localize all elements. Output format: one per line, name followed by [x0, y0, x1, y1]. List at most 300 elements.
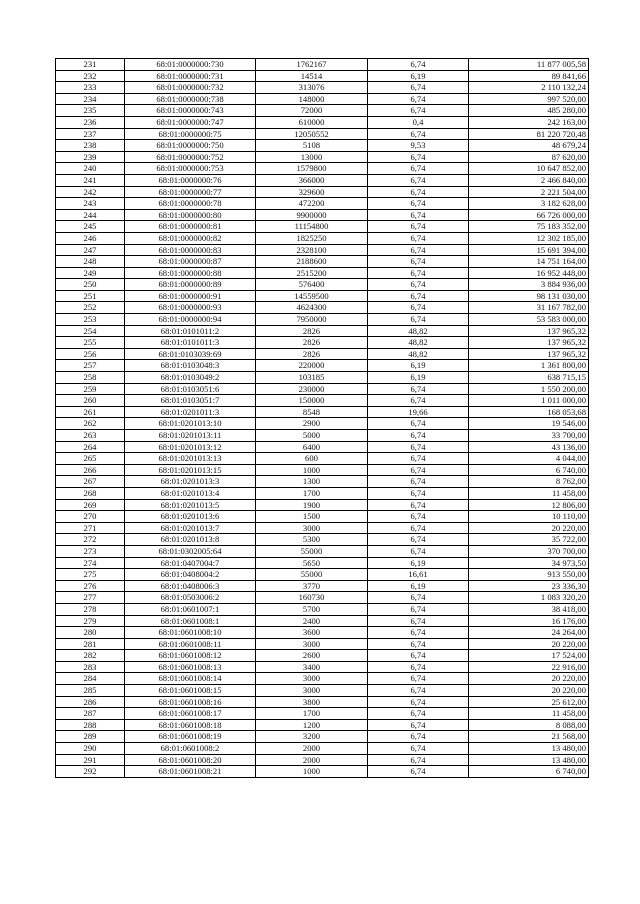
area-cell: 1200	[256, 719, 368, 731]
cadastral-value-cell: 137 965,32	[469, 348, 589, 360]
table-body	[56, 59, 589, 778]
area-cell: 14559500	[256, 290, 368, 302]
cadastral-number-cell: 68:01:0601008:20	[125, 754, 256, 766]
table-row	[56, 256, 589, 268]
area-cell: 5108	[256, 140, 368, 152]
rate-cell: 6,74	[368, 719, 469, 731]
area-cell: 5000	[256, 430, 368, 442]
cadastral-value-cell: 10 110,00	[469, 511, 589, 523]
area-cell: 610000	[256, 116, 368, 128]
cadastral-number-cell: 68:01:0601008:16	[125, 696, 256, 708]
rate-cell: 0,4	[368, 116, 469, 128]
rate-cell: 6,74	[368, 209, 469, 221]
area-cell: 160730	[256, 592, 368, 604]
area-cell: 8548	[256, 406, 368, 418]
table-row	[56, 70, 589, 82]
row-number-cell: 260	[56, 395, 125, 407]
cadastral-number-cell: 68:01:0000000:91	[125, 290, 256, 302]
area-cell: 2000	[256, 743, 368, 755]
table-row	[56, 140, 589, 152]
area-cell: 6400	[256, 441, 368, 453]
area-cell: 220000	[256, 360, 368, 372]
row-number-cell: 292	[56, 766, 125, 778]
rate-cell: 48,82	[368, 325, 469, 337]
row-number-cell: 274	[56, 557, 125, 569]
rate-cell: 6,74	[368, 650, 469, 662]
cadastral-number-cell: 68:01:0000000:93	[125, 302, 256, 314]
cadastral-number-cell: 68:01:0000000:82	[125, 232, 256, 244]
cadastral-number-cell: 68:01:0000000:750	[125, 140, 256, 152]
table-row	[56, 743, 589, 755]
rate-cell: 6,74	[368, 163, 469, 175]
row-number-cell: 269	[56, 499, 125, 511]
cadastral-number-cell: 68:01:0000000:89	[125, 279, 256, 291]
rate-cell: 19,66	[368, 406, 469, 418]
row-number-cell: 242	[56, 186, 125, 198]
cadastral-value-cell: 168 053,68	[469, 406, 589, 418]
row-number-cell: 231	[56, 59, 125, 71]
cadastral-number-cell: 68:01:0103051:6	[125, 383, 256, 395]
table-row	[56, 592, 589, 604]
rate-cell: 6,74	[368, 453, 469, 465]
row-number-cell: 290	[56, 743, 125, 755]
table-row	[56, 685, 589, 697]
cadastral-value-cell: 370 700,00	[469, 545, 589, 557]
area-cell: 1000	[256, 464, 368, 476]
cadastral-value-cell: 53 583 000,00	[469, 314, 589, 326]
table-row	[56, 279, 589, 291]
rate-cell: 6,74	[368, 696, 469, 708]
cadastral-value-cell: 31 167 782,00	[469, 302, 589, 314]
rate-cell: 6,74	[368, 522, 469, 534]
rate-cell: 6,74	[368, 395, 469, 407]
row-number-cell: 258	[56, 372, 125, 384]
rate-cell: 6,74	[368, 314, 469, 326]
table-row	[56, 93, 589, 105]
cadastral-value-cell: 12 302 185,00	[469, 232, 589, 244]
table-row	[56, 267, 589, 279]
table-row	[56, 186, 589, 198]
row-number-cell: 280	[56, 627, 125, 639]
area-cell: 3000	[256, 638, 368, 650]
cadastral-number-cell: 68:01:0000000:730	[125, 59, 256, 71]
cadastral-number-cell: 68:01:0000000:753	[125, 163, 256, 175]
table-row	[56, 673, 589, 685]
area-cell: 148000	[256, 93, 368, 105]
area-cell: 14514	[256, 70, 368, 82]
table-row	[56, 766, 589, 778]
cadastral-number-cell: 68:01:0601008:10	[125, 627, 256, 639]
table-row	[56, 719, 589, 731]
rate-cell: 6,74	[368, 754, 469, 766]
area-cell: 1579800	[256, 163, 368, 175]
rate-cell: 6,74	[368, 487, 469, 499]
row-number-cell: 281	[56, 638, 125, 650]
cadastral-number-cell: 68:01:0000000:77	[125, 186, 256, 198]
cadastral-value-cell: 3 182 628,00	[469, 198, 589, 210]
cadastral-value-cell: 38 418,00	[469, 603, 589, 615]
area-cell: 72000	[256, 105, 368, 117]
cadastral-number-cell: 68:01:0201013:3	[125, 476, 256, 488]
rate-cell: 48,82	[368, 348, 469, 360]
row-number-cell: 277	[56, 592, 125, 604]
rate-cell: 6,74	[368, 198, 469, 210]
row-number-cell: 245	[56, 221, 125, 233]
row-number-cell: 263	[56, 430, 125, 442]
cadastral-value-cell: 33 700,00	[469, 430, 589, 442]
table-row	[56, 638, 589, 650]
table-row	[56, 464, 589, 476]
cadastral-number-cell: 68:01:0201013:6	[125, 511, 256, 523]
rate-cell: 6,74	[368, 673, 469, 685]
cadastral-value-cell: 11 458,00	[469, 708, 589, 720]
rate-cell: 6,74	[368, 615, 469, 627]
row-number-cell: 233	[56, 82, 125, 94]
area-cell: 1900	[256, 499, 368, 511]
rate-cell: 6,74	[368, 731, 469, 743]
cadastral-number-cell: 68:01:0000000:752	[125, 151, 256, 163]
row-number-cell: 287	[56, 708, 125, 720]
area-cell: 3000	[256, 522, 368, 534]
cadastral-value-cell: 8 762,00	[469, 476, 589, 488]
row-number-cell: 236	[56, 116, 125, 128]
cadastral-number-cell: 68:01:0302005:64	[125, 545, 256, 557]
cadastral-value-cell: 1 550 200,00	[469, 383, 589, 395]
row-number-cell: 239	[56, 151, 125, 163]
table-row	[56, 731, 589, 743]
cadastral-number-cell: 68:01:0601008:2	[125, 743, 256, 755]
cadastral-number-cell: 68:01:0601008:11	[125, 638, 256, 650]
row-number-cell: 244	[56, 209, 125, 221]
rate-cell: 6,74	[368, 256, 469, 268]
area-cell: 600	[256, 453, 368, 465]
row-number-cell: 252	[56, 302, 125, 314]
cadastral-number-cell: 68:01:0601007:1	[125, 603, 256, 615]
rate-cell: 6,74	[368, 661, 469, 673]
row-number-cell: 289	[56, 731, 125, 743]
cadastral-value-cell: 75 183 352,00	[469, 221, 589, 233]
area-cell: 3400	[256, 661, 368, 673]
table-row	[56, 615, 589, 627]
row-number-cell: 291	[56, 754, 125, 766]
cadastral-number-cell: 68:01:0103051:7	[125, 395, 256, 407]
table-row	[56, 198, 589, 210]
cadastral-value-cell: 43 136,00	[469, 441, 589, 453]
rate-cell: 6,74	[368, 82, 469, 94]
table-row	[56, 661, 589, 673]
table-row	[56, 302, 589, 314]
rate-cell: 6,74	[368, 592, 469, 604]
table-row	[56, 476, 589, 488]
cadastral-number-cell: 68:01:0408006:3	[125, 580, 256, 592]
row-number-cell: 270	[56, 511, 125, 523]
area-cell: 9900000	[256, 209, 368, 221]
rate-cell: 6,74	[368, 743, 469, 755]
cadastral-value-cell: 913 550,00	[469, 569, 589, 581]
rate-cell: 6,74	[368, 244, 469, 256]
row-number-cell: 283	[56, 661, 125, 673]
rate-cell: 6,74	[368, 708, 469, 720]
cadastral-value-cell: 25 612,00	[469, 696, 589, 708]
table-row	[56, 499, 589, 511]
area-cell: 2600	[256, 650, 368, 662]
row-number-cell: 237	[56, 128, 125, 140]
row-number-cell: 253	[56, 314, 125, 326]
cadastral-number-cell: 68:01:0000000:732	[125, 82, 256, 94]
cadastral-value-cell: 2 466 840,00	[469, 174, 589, 186]
rate-cell: 9,53	[368, 140, 469, 152]
row-number-cell: 264	[56, 441, 125, 453]
cadastral-value-cell: 1 361 800,00	[469, 360, 589, 372]
area-cell: 2328100	[256, 244, 368, 256]
cadastral-number-cell: 68:01:0601008:12	[125, 650, 256, 662]
area-cell: 3200	[256, 731, 368, 743]
row-number-cell: 271	[56, 522, 125, 534]
area-cell: 2188600	[256, 256, 368, 268]
table-row	[56, 105, 589, 117]
cadastral-number-cell: 68:01:0103039:69	[125, 348, 256, 360]
area-cell: 2826	[256, 337, 368, 349]
rate-cell: 6,74	[368, 93, 469, 105]
area-cell: 230000	[256, 383, 368, 395]
cadastral-number-cell: 68:01:0000000:75	[125, 128, 256, 140]
area-cell: 2826	[256, 348, 368, 360]
table-row	[56, 418, 589, 430]
row-number-cell: 267	[56, 476, 125, 488]
cadastral-value-cell: 6 740,00	[469, 766, 589, 778]
cadastral-value-cell: 15 691 394,00	[469, 244, 589, 256]
rate-cell: 6,74	[368, 221, 469, 233]
row-number-cell: 234	[56, 93, 125, 105]
cadastral-number-cell: 68:01:0000000:747	[125, 116, 256, 128]
cadastral-number-cell: 68:01:0601008:15	[125, 685, 256, 697]
table-row	[56, 82, 589, 94]
cadastral-value-cell: 2 110 132,24	[469, 82, 589, 94]
row-number-cell: 262	[56, 418, 125, 430]
row-number-cell: 261	[56, 406, 125, 418]
rate-cell: 6,19	[368, 360, 469, 372]
cadastral-value-cell: 137 965,32	[469, 337, 589, 349]
rate-cell: 48,82	[368, 337, 469, 349]
cadastral-value-cell: 11 877 005,58	[469, 59, 589, 71]
rate-cell: 6,74	[368, 441, 469, 453]
cadastral-value-cell: 81 220 720,48	[469, 128, 589, 140]
area-cell: 3000	[256, 673, 368, 685]
row-number-cell: 276	[56, 580, 125, 592]
table-row	[56, 221, 589, 233]
row-number-cell: 241	[56, 174, 125, 186]
cadastral-value-cell: 21 568,00	[469, 731, 589, 743]
table-row	[56, 522, 589, 534]
table-row	[56, 244, 589, 256]
table-row	[56, 580, 589, 592]
table-row	[56, 627, 589, 639]
cadastral-number-cell: 68:01:0201013:13	[125, 453, 256, 465]
table-row	[56, 116, 589, 128]
area-cell: 472200	[256, 198, 368, 210]
row-number-cell: 246	[56, 232, 125, 244]
rate-cell: 6,74	[368, 685, 469, 697]
area-cell: 5700	[256, 603, 368, 615]
area-cell: 5650	[256, 557, 368, 569]
area-cell: 3000	[256, 685, 368, 697]
cadastral-value-cell: 242 163,00	[469, 116, 589, 128]
table-row	[56, 348, 589, 360]
rate-cell: 6,74	[368, 302, 469, 314]
cadastral-value-cell: 24 264,00	[469, 627, 589, 639]
area-cell: 13000	[256, 151, 368, 163]
area-cell: 2400	[256, 615, 368, 627]
cadastral-number-cell: 68:01:0601008:1	[125, 615, 256, 627]
table-row	[56, 406, 589, 418]
area-cell: 103185	[256, 372, 368, 384]
rate-cell: 6,74	[368, 638, 469, 650]
rate-cell: 6,74	[368, 534, 469, 546]
cadastral-value-cell: 35 722,00	[469, 534, 589, 546]
cadastral-number-cell: 68:01:0601008:17	[125, 708, 256, 720]
cadastral-value-cell: 66 726 000,00	[469, 209, 589, 221]
cadastral-value-cell: 16 176,00	[469, 615, 589, 627]
rate-cell: 6,19	[368, 372, 469, 384]
cadastral-number-cell: 68:01:0000000:78	[125, 198, 256, 210]
rate-cell: 6,19	[368, 557, 469, 569]
cadastral-value-table	[55, 58, 589, 778]
area-cell: 3770	[256, 580, 368, 592]
rate-cell: 6,74	[368, 59, 469, 71]
table-row	[56, 534, 589, 546]
area-cell: 5300	[256, 534, 368, 546]
cadastral-number-cell: 68:01:0000000:87	[125, 256, 256, 268]
row-number-cell: 238	[56, 140, 125, 152]
rate-cell: 6,74	[368, 511, 469, 523]
table-row	[56, 708, 589, 720]
area-cell: 1500	[256, 511, 368, 523]
cadastral-number-cell: 68:01:0201013:15	[125, 464, 256, 476]
cadastral-value-cell: 17 524,00	[469, 650, 589, 662]
row-number-cell: 250	[56, 279, 125, 291]
area-cell: 150000	[256, 395, 368, 407]
table-row	[56, 545, 589, 557]
row-number-cell: 255	[56, 337, 125, 349]
cadastral-number-cell: 68:01:0000000:94	[125, 314, 256, 326]
cadastral-value-cell: 1 011 000,00	[469, 395, 589, 407]
cadastral-number-cell: 68:01:0201013:11	[125, 430, 256, 442]
rate-cell: 6,74	[368, 499, 469, 511]
table-row	[56, 174, 589, 186]
table-row	[56, 511, 589, 523]
cadastral-value-cell: 485 280,00	[469, 105, 589, 117]
table-row	[56, 395, 589, 407]
row-number-cell: 286	[56, 696, 125, 708]
rate-cell: 6,74	[368, 383, 469, 395]
row-number-cell: 279	[56, 615, 125, 627]
table-row	[56, 453, 589, 465]
rate-cell: 6,74	[368, 418, 469, 430]
table-row	[56, 430, 589, 442]
rate-cell: 6,74	[368, 174, 469, 186]
cadastral-value-cell: 12 806,00	[469, 499, 589, 511]
table-row	[56, 163, 589, 175]
cadastral-number-cell: 68:01:0201013:4	[125, 487, 256, 499]
cadastral-number-cell: 68:01:0000000:88	[125, 267, 256, 279]
area-cell: 2900	[256, 418, 368, 430]
row-number-cell: 265	[56, 453, 125, 465]
area-cell: 1825250	[256, 232, 368, 244]
area-cell: 4624300	[256, 302, 368, 314]
cadastral-number-cell: 68:01:0201013:5	[125, 499, 256, 511]
table-row	[56, 650, 589, 662]
row-number-cell: 284	[56, 673, 125, 685]
row-number-cell: 251	[56, 290, 125, 302]
cadastral-value-cell: 20 220,00	[469, 673, 589, 685]
rate-cell: 6,19	[368, 580, 469, 592]
area-cell: 2000	[256, 754, 368, 766]
rate-cell: 6,74	[368, 430, 469, 442]
cadastral-number-cell: 68:01:0407004:7	[125, 557, 256, 569]
table-row	[56, 232, 589, 244]
cadastral-value-cell: 20 220,00	[469, 638, 589, 650]
cadastral-value-cell: 137 965,32	[469, 325, 589, 337]
cadastral-value-cell: 997 520,00	[469, 93, 589, 105]
cadastral-number-cell: 68:01:0601008:19	[125, 731, 256, 743]
table-row	[56, 151, 589, 163]
cadastral-value-cell: 34 973,50	[469, 557, 589, 569]
rate-cell: 6,74	[368, 476, 469, 488]
row-number-cell: 275	[56, 569, 125, 581]
row-number-cell: 278	[56, 603, 125, 615]
cadastral-number-cell: 68:01:0201013:12	[125, 441, 256, 453]
table-row	[56, 441, 589, 453]
area-cell: 2826	[256, 325, 368, 337]
cadastral-number-cell: 68:01:0601008:21	[125, 766, 256, 778]
rate-cell: 6,74	[368, 464, 469, 476]
cadastral-value-cell: 48 679,24	[469, 140, 589, 152]
cadastral-value-cell: 16 952 448,00	[469, 267, 589, 279]
cadastral-value-cell: 2 221 504,00	[469, 186, 589, 198]
cadastral-value-cell: 4 044,00	[469, 453, 589, 465]
cadastral-value-cell: 638 715,15	[469, 372, 589, 384]
cadastral-number-cell: 68:01:0000000:80	[125, 209, 256, 221]
cadastral-number-cell: 68:01:0503006:2	[125, 592, 256, 604]
row-number-cell: 259	[56, 383, 125, 395]
cadastral-number-cell: 68:01:0000000:76	[125, 174, 256, 186]
rate-cell: 6,74	[368, 105, 469, 117]
area-cell: 55000	[256, 569, 368, 581]
cadastral-number-cell: 68:01:0000000:738	[125, 93, 256, 105]
cadastral-number-cell: 68:01:0601008:14	[125, 673, 256, 685]
cadastral-number-cell: 68:01:0000000:743	[125, 105, 256, 117]
table-row	[56, 59, 589, 71]
cadastral-value-cell: 13 480,00	[469, 754, 589, 766]
table-row	[56, 603, 589, 615]
cadastral-number-cell: 68:01:0201013:7	[125, 522, 256, 534]
area-cell: 55000	[256, 545, 368, 557]
rate-cell: 6,74	[368, 290, 469, 302]
area-cell: 12050552	[256, 128, 368, 140]
table-row	[56, 128, 589, 140]
cadastral-value-cell: 22 916,00	[469, 661, 589, 673]
row-number-cell: 256	[56, 348, 125, 360]
area-cell: 313076	[256, 82, 368, 94]
cadastral-number-cell: 68:01:0000000:81	[125, 221, 256, 233]
cadastral-number-cell: 68:01:0601008:13	[125, 661, 256, 673]
table-row	[56, 569, 589, 581]
area-cell: 1762167	[256, 59, 368, 71]
cadastral-value-cell: 89 841,66	[469, 70, 589, 82]
row-number-cell: 243	[56, 198, 125, 210]
cadastral-number-cell: 68:01:0101011:3	[125, 337, 256, 349]
cadastral-number-cell: 68:01:0201013:10	[125, 418, 256, 430]
